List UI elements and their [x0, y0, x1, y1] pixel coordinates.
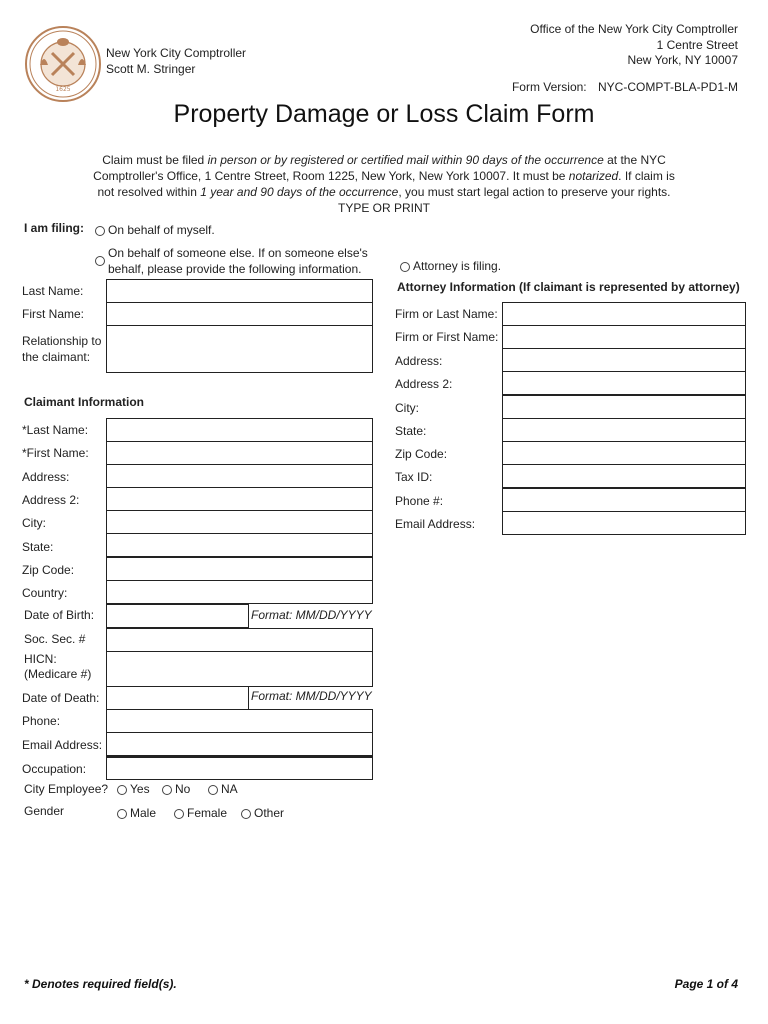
dod-format-hint: Format: MM/DD/YYYY	[251, 689, 372, 703]
city-employee-yes-label: Yes	[130, 782, 150, 796]
rep-last-name-label: Last Name:	[22, 284, 84, 298]
gender-female-label: Female	[187, 806, 228, 820]
claimant-city-field[interactable]	[106, 510, 373, 534]
page-title: Property Damage or Loss Claim Form	[173, 100, 595, 128]
claimant-first-name-field[interactable]	[106, 441, 373, 465]
radio-filing-someone-else[interactable]	[95, 256, 105, 266]
claimant-email-label: Email Address:	[22, 738, 103, 752]
filing-someone-line-2: behalf, please provide the following information.	[108, 262, 362, 276]
claimant-dob-label: Date of Birth:	[24, 608, 95, 622]
office-line-3: New York, NY 10007	[627, 53, 738, 67]
claimant-occupation-label: Occupation:	[22, 762, 87, 776]
attorney-phone-field[interactable]	[502, 488, 746, 512]
city-employee-no-label: No	[175, 782, 191, 796]
attorney-zip-field[interactable]	[502, 441, 746, 465]
claimant-phone-label: Phone:	[22, 714, 61, 728]
attorney-phone-label: Phone #:	[395, 494, 444, 508]
org-name	[106, 45, 246, 77]
form-version-value: NYC-COMPT-BLA-PD1-M	[597, 80, 738, 94]
claimant-heading: Claimant Information	[24, 395, 145, 409]
attorney-email-label: Email Address:	[395, 517, 476, 531]
hicn-line-2: (Medicare #)	[24, 667, 92, 681]
rep-first-name-field[interactable]	[106, 302, 373, 326]
filing-someone-line-1: On behalf of someone else. If on someone else's	[108, 246, 368, 260]
rep-relationship-field[interactable]	[106, 325, 373, 373]
attorney-firm-first-label: Firm or First Name:	[395, 330, 499, 344]
form-version	[512, 80, 738, 94]
claimant-hicn-field[interactable]	[106, 651, 373, 687]
gender-male-label: Male	[130, 806, 157, 820]
claimant-address-label: Address:	[22, 470, 70, 484]
filing-label: I am filing:	[24, 221, 84, 235]
svg-text:1625: 1625	[55, 86, 71, 93]
attorney-heading: Attorney Information (If claimant is represented by attorney)	[397, 280, 740, 294]
intro-text-3: . If claim is not resolved within	[97, 169, 675, 199]
attorney-city-label: City:	[395, 401, 419, 415]
attorney-state-label: State:	[395, 424, 427, 438]
form-version-label: Form Version:	[511, 80, 587, 94]
nyc-seal-icon	[24, 25, 102, 103]
radio-gender-male[interactable]	[117, 809, 127, 819]
office-line-1: Office of the New York City Comptroller	[530, 22, 738, 36]
city-employee-na-label: NA	[221, 782, 238, 796]
radio-filing-attorney[interactable]	[400, 262, 410, 272]
attorney-tax-id-label: Tax ID:	[395, 470, 433, 484]
gender-label: Gender	[24, 804, 65, 818]
intro-text-1-italic: in person or by registered or certified mail within 90 days of the occurrence	[207, 153, 604, 167]
rep-last-name-field[interactable]	[106, 279, 373, 303]
rep-relationship-line-1: Relationship to	[22, 334, 102, 348]
page-number: Page 1 of 4	[674, 977, 738, 991]
org-line-1: New York City Comptroller	[106, 46, 247, 60]
claimant-address2-label: Address 2:	[22, 493, 80, 507]
intro-text	[90, 152, 678, 216]
attorney-city-field[interactable]	[502, 395, 746, 419]
claimant-state-label: State:	[22, 540, 54, 554]
radio-city-employee-yes[interactable]	[117, 785, 127, 795]
claimant-occupation-field[interactable]	[106, 756, 373, 780]
claimant-address-field[interactable]	[106, 464, 373, 488]
attorney-address2-label: Address 2:	[395, 377, 453, 391]
claimant-dod-field[interactable]	[106, 686, 249, 710]
org-line-2: Scott M. Stringer	[106, 62, 196, 76]
attorney-firm-last-field[interactable]	[502, 302, 746, 326]
attorney-address-field[interactable]	[502, 348, 746, 372]
rep-first-name-label: First Name:	[22, 307, 85, 321]
attorney-tax-id-field[interactable]	[502, 464, 746, 488]
intro-text-1: Claim must be filed	[102, 153, 208, 167]
claimant-dod-label: Date of Death:	[22, 691, 100, 705]
rep-relationship-label	[22, 333, 101, 365]
dob-format-hint: Format: MM/DD/YYYY	[251, 608, 372, 622]
intro-text-2: at the NYC Comptroller's Office, 1 Centre Street, Room 1225, New York, New York 10007. It must be	[93, 153, 666, 183]
attorney-firm-first-field[interactable]	[502, 325, 746, 349]
required-fields-note: * Denotes required field(s).	[24, 977, 177, 991]
rep-relationship-line-2: the claimant:	[22, 350, 91, 364]
filing-someone-else-label	[108, 245, 368, 277]
claimant-last-name-label: *Last Name:	[22, 423, 89, 437]
attorney-state-field[interactable]	[502, 418, 746, 442]
claimant-ssn-label: Soc. Sec. #	[24, 632, 86, 646]
claimant-city-label: City:	[22, 516, 46, 530]
claimant-last-name-field[interactable]	[106, 418, 373, 442]
claimant-phone-field[interactable]	[106, 709, 373, 733]
attorney-address2-field[interactable]	[502, 371, 746, 395]
intro-text-3-italic: 1 year and 90 days of the occurrence	[200, 185, 399, 199]
office-address	[530, 22, 738, 69]
attorney-firm-last-label: Firm or Last Name:	[395, 307, 498, 321]
radio-gender-other[interactable]	[241, 809, 251, 819]
claimant-state-field[interactable]	[106, 533, 373, 557]
claimant-zip-field[interactable]	[106, 557, 373, 581]
filing-attorney-label: Attorney is filing.	[413, 259, 502, 273]
city-employee-label: City Employee?	[24, 782, 109, 796]
office-line-2: 1 Centre Street	[656, 37, 738, 52]
filing-myself-label: On behalf of myself.	[108, 223, 215, 237]
radio-filing-myself[interactable]	[95, 226, 105, 236]
claimant-first-name-label: *First Name:	[22, 446, 89, 460]
intro-text-4: , you must start legal action to preserve your rights.	[398, 185, 671, 199]
radio-gender-female[interactable]	[174, 809, 184, 819]
claimant-country-label: Country:	[22, 586, 68, 600]
hicn-line-1: HICN:	[24, 652, 57, 666]
claimant-country-field[interactable]	[106, 580, 373, 604]
attorney-address-label: Address:	[395, 354, 443, 368]
attorney-zip-label: Zip Code:	[395, 447, 448, 461]
attorney-email-field[interactable]	[502, 511, 746, 535]
intro-text-2-italic: notarized	[568, 169, 619, 183]
claimant-dob-field[interactable]	[106, 604, 249, 628]
claimant-hicn-label	[24, 652, 91, 682]
gender-other-label: Other	[254, 806, 285, 820]
radio-city-employee-na[interactable]	[208, 785, 218, 795]
claimant-address2-field[interactable]	[106, 487, 373, 511]
type-or-print: TYPE OR PRINT	[337, 201, 430, 215]
claimant-zip-label: Zip Code:	[22, 563, 75, 577]
claimant-ssn-field[interactable]	[106, 628, 373, 652]
claimant-email-field[interactable]	[106, 732, 373, 756]
radio-city-employee-no[interactable]	[162, 785, 172, 795]
